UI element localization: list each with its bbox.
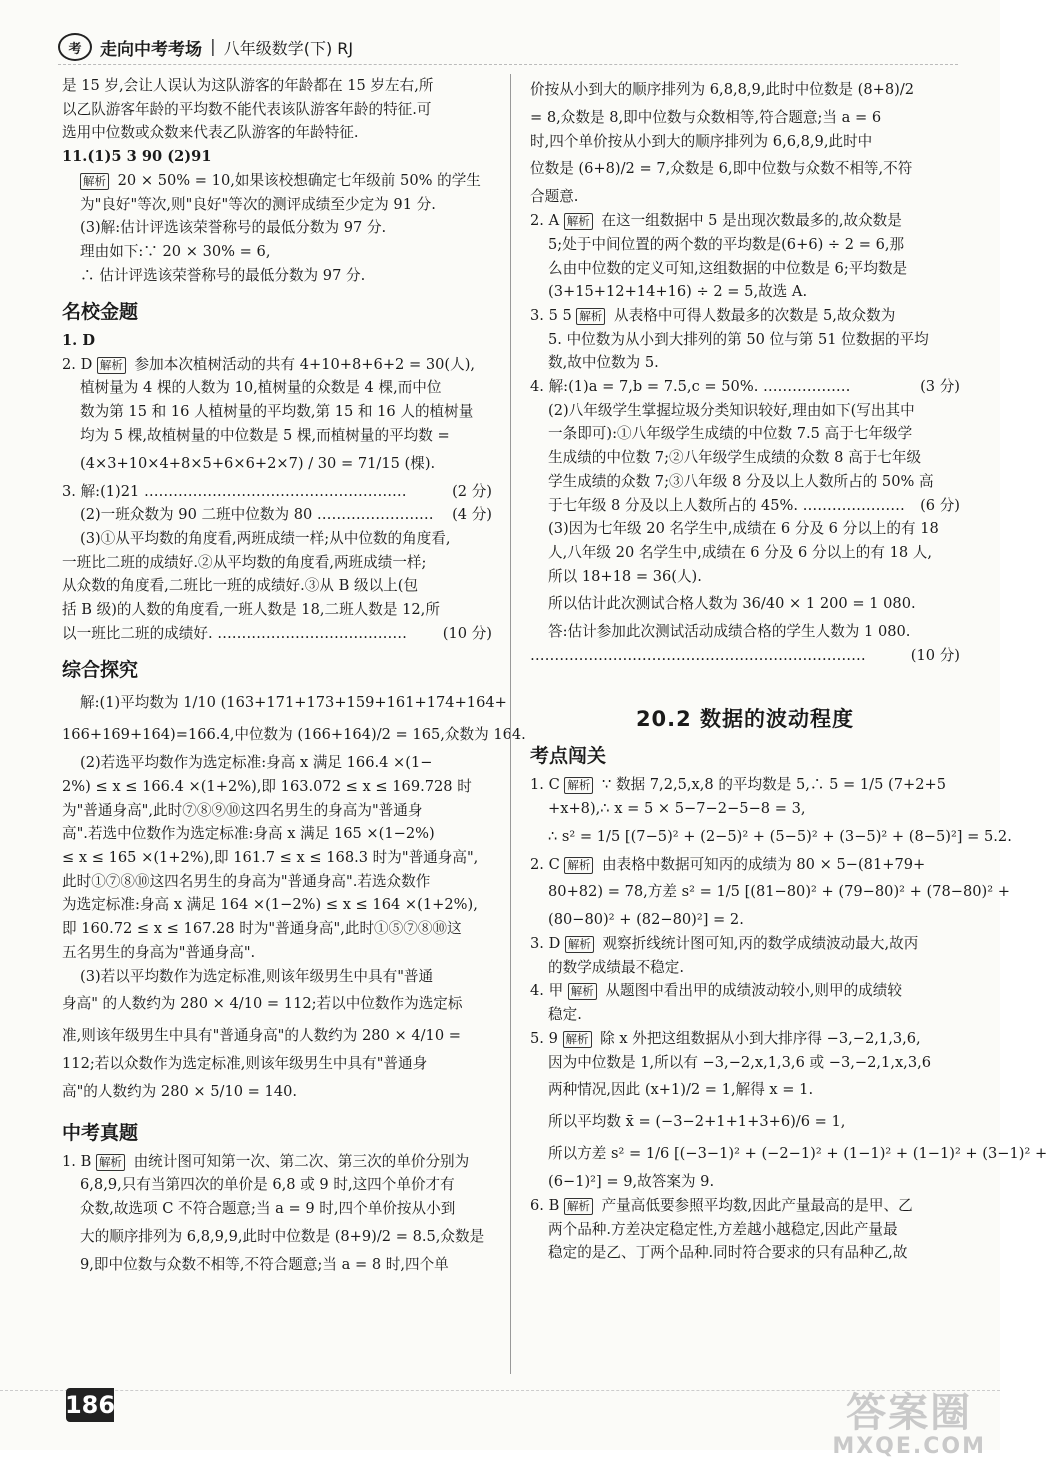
line-text: 时,四个单价按从小到大的顺序排列为 6,6,8,9,此时中 [530,132,873,150]
text-line [62,1197,492,1221]
text-line [62,264,492,288]
section-heading: 考点闯关 [530,745,607,768]
line-text: 3. 5 5 [530,306,577,324]
watermark-text: 答案圈 [846,1390,973,1436]
text-line [530,328,960,352]
line-text: 生成绩的中位数 7;②八年级学生成绩的众数 8 高于七年级 [548,449,922,467]
text-line [530,1027,960,1051]
line-text: 植树量为 4 棵的人数为 10,植树量的众数是 4 棵,而中位 [80,379,442,397]
text-line [62,687,507,719]
text-line [62,169,492,193]
text-line [62,98,492,122]
score-label: (10 分) [442,624,492,642]
right-column [530,74,1047,1265]
analysis-tag: 解析 [565,936,594,953]
line-text: 由统计图可知第一次、第二次、第三次的单价分别为 [128,1152,470,1170]
analysis-tag: 解析 [80,173,109,190]
line-text: 由表格中数据可知丙的成绩为 80 × 5−(81+79+ [597,855,926,873]
text-line [530,399,960,423]
text-line [530,908,960,932]
line-text: 稳定. [548,1006,582,1024]
text-line [530,233,960,257]
text-line [62,1076,492,1108]
section-heading: 名校金题 [62,301,139,324]
analysis-tag: 解析 [564,1198,593,1215]
line-text: (3)若以平均数作为选定标准,则该年级男生中具有"普通 [80,967,434,985]
text-line [62,193,492,217]
line-text: 高"的人数约为 280 × 5/10 = 140. [62,1082,298,1100]
text-line [62,400,492,424]
line-text: 从众数的角度看,二班比一班的成绩好.③从 B 级以上(包 [62,577,419,595]
line-text: 4. 甲 [530,982,568,1000]
line-text: 高".若选中位数作为选定标准:身高 x 满足 165 ×(1−2%) [62,825,435,843]
line-text: 此时①⑦⑧⑩这四名男生的身高为"普通身高".若选众数作 [62,872,431,890]
line-text: 3. 解:(1)21 ……………………………………………… [62,482,407,500]
watermark-url: MXQE.COM [832,1434,986,1459]
text-line [530,470,960,494]
line-text: 6,8,9,只有当第四次的单价是 6,8 或 9 时,这四个单价才有 [80,1176,455,1194]
text-line [62,74,492,98]
text-line [62,965,492,989]
line-text: 人,八年级 20 名学生中,成绩在 6 分及 6 分以上的有 18 人, [548,543,933,561]
line-text: 3. D [530,934,565,952]
line-text: 11.(1)5 3 90 (2)91 [62,148,212,166]
line-text: 从题图中看出甲的成绩波动较小,则甲的成绩较 [600,982,902,1000]
line-text: 理由如下:∵ 20 × 30% = 6, [80,242,271,260]
line-text: 两个品种.方差决定稳定性,方差越小越稳定,因此产量最 [548,1220,898,1238]
line-text: (2)八年级学生掌握垃圾分类知识较好,理由如下(写出其中 [548,401,915,419]
line-text: 观察折线统计图可知,丙的数学成绩波动最大,故丙 [597,934,919,952]
text-line [62,1150,492,1174]
line-text: 身高" 的人数约为 280 × 4/10 = 112;若以中位数作为选定标 [62,995,463,1013]
line-text: ≤ x ≤ 165 ×(1+2%),即 161.7 ≤ x ≤ 168.3 时为"普通身高", [62,848,479,866]
line-text: 2. C [530,855,565,873]
page-number: 186 [66,1388,114,1422]
line-text: 两种情况,因此 (x+1)/2 = 1,解得 x = 1. [548,1081,814,1099]
line-text: 答:估计参加此次测试活动成绩合格的学生人数为 1 080. [548,623,911,641]
text-line [530,821,1012,853]
text-line [62,941,492,965]
text-line [530,446,960,470]
line-text: 1. C [530,776,565,794]
line-text: 2%) ≤ x ≤ 166.4 ×(1+2%),即 163.072 ≤ x ≤ 169.728 时 [62,777,472,795]
line-text: (80−80)² + (82−80)²] = 2. [548,911,744,929]
score-label: (3 分) [920,378,960,396]
line-text: 准,则该年级男生中具有"普通身高"的人数约为 280 × 4/10 = [62,1027,461,1045]
line-text: 价按从小到大的顺序排列为 6,8,8,9,此时中位数是 (8+8)/2 [530,81,915,98]
text-line [62,822,492,846]
text-line [62,598,492,622]
line-text: 于七年级 8 分及以上人数所占的 45%. ………………… [548,496,905,514]
line-text: 一条即可):①八年级学生成绩的中位数 7.5 高于七年级学 [548,425,913,443]
line-text: 选用中位数或众数来代表乙队游客的年龄特征. [62,124,359,142]
text-line [62,121,492,145]
section-heading: 中考真题 [62,1121,139,1144]
line-text: 4. 解:(1)a = 7,b = 7.5,c = 50%. ……………… [530,378,851,396]
text-line [530,1218,960,1242]
text-line [530,153,960,185]
line-text: (2)若选平均数作为选定标准:身高 x 满足 166.4 ×(1− [80,754,433,772]
text-line [62,551,492,575]
text-line [62,216,492,240]
analysis-tag: 解析 [564,777,593,794]
analysis-tag: 解析 [563,1031,592,1048]
line-text: 2. A [530,212,564,230]
analysis-tag: 解析 [576,308,605,325]
left-column [62,74,526,1276]
text-line [62,775,492,799]
section-heading: 综合探究 [62,659,139,682]
score-label: (6 分) [920,496,960,514]
text-line [530,620,960,644]
text-line [530,494,960,518]
line-text: 在这一组数据中 5 是出现次数最多的,故众数是 [596,212,902,230]
line-text: 大的顺序排列为 6,8,9,9,此时中位数是 (8+9)/2 = 8.5,众数是 [80,1227,485,1245]
line-text: 以一班比二班的成绩好. ………………………………… [62,624,407,642]
text-line [530,932,960,956]
line-text: 学生成绩的众数 7;③八年级 8 分及以上人数所占的 50% 高 [548,472,934,490]
line-text: ∴ 估计评选该荣誉称号的最低分数为 97 分. [80,266,366,284]
text-line [530,1170,960,1194]
text-line [62,527,492,551]
line-text: 从表格中可得人数最多的次数是 5,故众数为 [609,306,896,324]
line-text: 因为中位数是 1,所以有 −3,−2,x,1,3,6 或 −3,−2,1,x,3,6 [548,1053,932,1071]
text-line [530,280,960,304]
text-line [530,257,960,281]
brand-title: 走向中考考场 [100,39,202,60]
line-text: +x+8),∴ x = 5 × 5−7−2−5−8 = 3, [548,799,806,817]
line-text: 稳定的是乙、丁两个品种.同时符合要求的只有品种乙,故 [548,1244,908,1262]
line-text: ∴ s² = 1/5 [(7−5)² + (2−5)² + (5−5)² + (3−5)² + (8−5)²] = 5.2. [548,827,1012,845]
text-line [530,797,960,821]
text-line [530,773,960,797]
text-line [530,1003,960,1027]
text-line [530,130,960,154]
line-text: ∵ 数据 7,2,5,x,8 的平均数是 5,∴ 5 = 1/5 (7+2+5 [597,776,947,794]
line-text: 5. 中位数为从小到大排列的第 50 位与第 51 位数据的平均 [548,330,929,348]
text-line [62,893,492,917]
analysis-tag: 解析 [568,983,597,1000]
text-line [62,846,492,870]
text-line [530,956,960,980]
text-line [62,503,492,527]
book-title: 八年级数学(下) RJ [223,38,354,58]
line-text: 166+169+164)=166.4,中位数为 (166+164)/2 = 165,众数为 164. [62,726,526,744]
text-line [62,1221,492,1253]
analysis-tag: 解析 [97,357,126,374]
text-line [530,541,960,565]
text-line [62,1173,492,1197]
text-line [62,1052,492,1076]
text-line [62,1253,492,1277]
text-line [530,209,960,233]
line-text: 五名男生的身高为"普通身高". [62,943,256,961]
line-text: 所以 18+18 = 36(人). [548,567,702,585]
score-label: (10 分) [910,647,960,665]
text-line [530,304,960,328]
line-text: (4×3+10×4+8×5+6×6+2×7) / 30 = 71/15 (棵). [80,454,436,472]
line-text: (3)因为七年级 20 名学生中,成绩在 6 分及 6 分以上的有 18 [548,520,939,538]
text-line [62,751,492,775]
brand-logo-icon: 考 [58,33,92,61]
line-text: 5. 9 [530,1029,563,1047]
line-text: = 8,众数是 8,即中位数与众数相等,符合题意;当 a = 6 [530,109,882,126]
line-text: 1. D [62,332,95,350]
text-line [62,448,492,480]
line-text: 合题意. [530,188,579,206]
text-line [530,1241,960,1265]
line-text: 所以估计此次测试合格人数为 36/40 × 1 200 = 1 080. [548,595,916,613]
text-line [530,853,960,877]
line-text: 位数是 (6+8)/2 = 7,众数是 6,即中位数与众数不相等,不符 [530,160,913,178]
line-text: 为"普通身高",此时⑦⑧⑨⑩这四名男生的身高为"普通身 [62,801,423,819]
header-separator: | [210,37,216,57]
text-line [62,353,492,377]
line-text: 所以方差 s² = 1/6 [(−3−1)² + (−2−1)² + (1−1)² + (1−1)² + (3−1)² + [548,1145,1047,1163]
score-label: (2 分) [452,482,492,500]
line-text: (6−1)²] = 9,故答案为 9. [548,1173,715,1191]
text-line [62,574,492,598]
analysis-tag: 解析 [564,213,593,230]
line-text: 1. B [62,1152,96,1170]
line-text: 产量高低要参照平均数,因此产量最高的是甲、乙 [596,1196,913,1214]
line-text: 20 × 50% = 10,如果该校想确定七年级前 50% 的学生 [113,171,481,189]
line-text: 2. D [62,355,97,373]
line-text: 均为 5 棵,故植树量的中位数是 5 棵,而植树量的平均数 = [80,426,450,444]
line-text: 的数学成绩最不稳定. [548,958,684,976]
line-text: 为"良好"等次,则"良好"等次的测评成绩至少定为 91 分. [80,195,436,213]
line-text: 所以平均数 x̄ = (−3−2+1+1+3+6)/6 = 1, [548,1113,846,1131]
line-text: (3+15+12+14+16) ÷ 2 = 5,故选 A. [548,283,808,301]
line-text: 么由中位数的定义可知,这组数据的中位数是 6;平均数是 [548,259,908,277]
line-text: 数,故中位数为 5. [548,354,659,372]
text-line [530,644,960,668]
text-line [530,979,960,1003]
text-line [62,145,492,169]
text-line [530,876,1010,908]
line-text: 解:(1)平均数为 1/10 (163+171+173+159+161+174+164+ [80,694,507,712]
analysis-tag: 解析 [564,857,593,874]
text-line [530,74,960,106]
text-line [62,870,492,894]
line-text: 数为第 15 和 16 人植树量的平均数,第 15 和 16 人的植树量 [80,403,474,421]
line-text: 即 160.72 ≤ x ≤ 167.28 时为"普通身高",此时①⑤⑦⑧⑩这 [62,920,462,938]
line-text: 为选定标准:身高 x 满足 164 ×(1−2%) ≤ x ≤ 164 ×(1+2%), [62,896,478,914]
text-line [62,988,492,1020]
line-text: 参加本次植树活动的共有 4+10+8+6+2 = 30(人), [129,355,476,373]
text-line [530,422,960,446]
text-line [530,1074,960,1106]
line-text: 括 B 级)的人数的角度看,一班人数是 18,二班人数是 12,所 [62,601,440,619]
line-text: 5;处于中间位置的两个数的平均数是(6+6) ÷ 2 = 6,那 [548,235,905,253]
line-text: (3)解:估计评选该荣誉称号的最低分数为 97 分. [80,219,387,237]
text-line [530,588,960,620]
line-text: 6. B [530,1196,564,1214]
line-text: 众数,故选项 C 不符合题意;当 a = 9 时,四个单价按从小到 [80,1200,456,1218]
text-line [530,185,960,209]
line-text: 112;若以众数作为选定标准,则该年级男生中具有"普通身 [62,1055,428,1073]
text-line [530,375,960,399]
line-text: 80+82) = 78,方差 s² = 1/5 [(81−80)² + (79−80)² + (78−80)² + [548,883,1010,901]
analysis-tag: 解析 [96,1154,125,1171]
text-line [530,1194,960,1218]
page-header [58,30,958,65]
line-text: (3)①从平均数的角度看,两班成绩一样;从中位数的角度看, [80,529,451,547]
column-divider [510,74,511,1374]
text-line [530,1138,1047,1170]
text-line [530,106,960,130]
text-line [530,1051,960,1075]
text-line [62,799,492,823]
text-line [62,622,492,646]
line-text: …………………………………………………………… [530,647,866,665]
text-line [530,565,960,589]
line-text: 以乙队游客年龄的平均数不能代表该队游客年龄的特征.可 [62,100,432,118]
watermark-logo [832,1392,986,1459]
line-text: (2)一班众数为 90 二班中位数为 80 …………………… [80,506,434,524]
text-line [62,917,492,941]
line-text: 一班比二班的成绩好.②从平均数的角度看,两班成绩一样; [62,553,427,571]
text-line [62,480,492,504]
line-text: 是 15 岁,会让人误认为这队游客的年龄都在 15 岁左右,所 [62,77,434,94]
score-label: (4 分) [452,506,492,524]
text-line [530,1106,960,1138]
text-line [62,719,526,751]
section-title: 20.2 数据的波动程度 [635,706,855,731]
text-line [530,517,960,541]
text-line [530,351,960,375]
line-text: 9,即中位数与众数不相等,不符合题意;当 a = 8 时,四个单 [80,1255,449,1273]
text-line [62,424,492,448]
text-line [62,376,492,400]
line-text: 除 x 外把这组数据从小到大排序得 −3,−2,1,3,6, [595,1029,921,1047]
text-line [62,240,492,264]
text-line [62,1020,492,1052]
text-line [62,329,492,353]
